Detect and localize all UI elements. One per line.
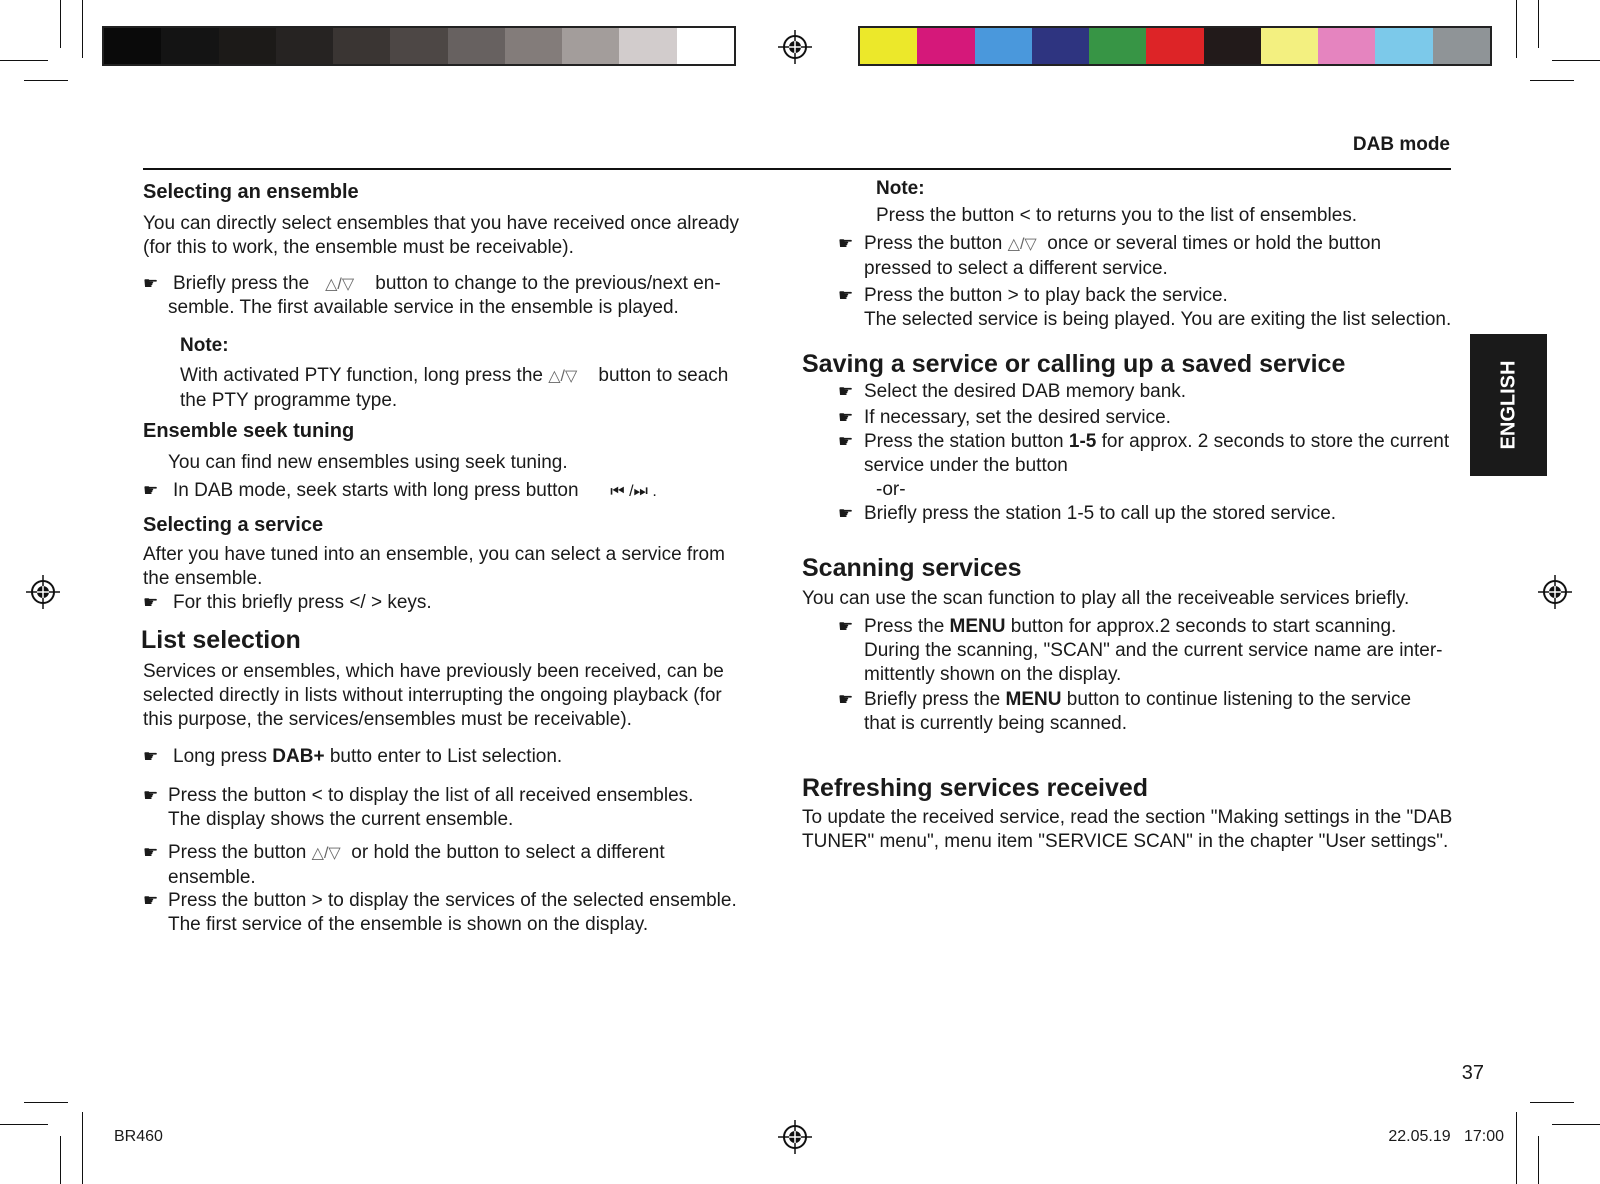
text-span: button for approx.2 seconds to start scanning. [1010, 616, 1397, 637]
text-line [864, 430, 1484, 454]
color-swatch [1375, 28, 1432, 64]
text-line: the ensemble. [143, 568, 263, 589]
color-swatch [1318, 28, 1375, 64]
key-name: DAB+ [272, 746, 325, 767]
pointing-hand-icon: ☛ [838, 432, 854, 451]
paragraph [143, 660, 783, 732]
pointing-hand-icon: ☛ [143, 747, 159, 766]
instruction-item [864, 232, 1464, 281]
text-line [168, 841, 788, 866]
text-span: Long press [173, 746, 268, 767]
color-swatch [219, 28, 276, 64]
text-line [864, 615, 1484, 639]
color-swatch [1089, 28, 1146, 64]
text-span: With activated PTY function, long press the [180, 365, 543, 386]
color-swatch [448, 28, 505, 64]
paragraph: You can use the scan function to play all the receiveable services briefly. [802, 588, 1410, 609]
pointing-hand-icon: ☛ [838, 504, 854, 523]
up-down-arrow-icon: △/▽ [311, 845, 341, 862]
color-swatch [390, 28, 447, 64]
grayscale-calibration-bar [102, 26, 736, 66]
pointing-hand-icon: ☛ [143, 843, 159, 862]
text-span: or hold the button to select a different [351, 842, 665, 863]
section-header: DAB mode [1352, 134, 1450, 155]
text-line [864, 232, 1464, 257]
text-line: After you have tuned into an ensemble, you can select a service from [143, 544, 725, 565]
text-line: Press the button < to display the list of all received ensembles. [168, 785, 694, 806]
skip-prev-next-icon: ⏮ /⏭ . [610, 483, 657, 500]
up-down-arrow-icon: △/▽ [325, 276, 355, 293]
text-line [180, 364, 780, 389]
text-line: selected directly in lists without interrupting the ongoing playback (for [143, 685, 722, 706]
pointing-hand-icon: ☛ [838, 382, 854, 401]
crop-mark [60, 1136, 61, 1184]
paragraph [143, 543, 763, 591]
crop-mark [0, 1124, 48, 1125]
crop-mark [1516, 1112, 1517, 1184]
crop-mark [1516, 0, 1517, 58]
registration-mark-icon [778, 1120, 812, 1154]
crop-mark [60, 0, 61, 48]
instruction-item: If necessary, set the desired service. [864, 407, 1171, 428]
text-span: In DAB mode, seek starts with long press button [173, 480, 579, 501]
color-swatch [1261, 28, 1318, 64]
instruction-item: Briefly press the station 1-5 to call up the stored service. [864, 503, 1337, 524]
color-swatch [276, 28, 333, 64]
color-swatch [677, 28, 734, 64]
text-span: for approx. 2 seconds to store the current [1101, 431, 1450, 452]
text-span: Press the [864, 616, 945, 637]
pointing-hand-icon: ☛ [143, 786, 159, 805]
color-swatch [333, 28, 390, 64]
heading-saving-service: Saving a service or calling up a saved service [802, 350, 1346, 378]
instruction-item: Select the desired DAB memory bank. [864, 381, 1187, 402]
text-span: Press the station button [864, 431, 1064, 452]
up-down-arrow-icon: △/▽ [548, 368, 578, 385]
color-swatch [1204, 28, 1261, 64]
registration-mark-icon [26, 575, 60, 609]
paragraph [143, 212, 763, 260]
note-label: Note: [180, 335, 229, 356]
crop-mark [24, 1102, 68, 1103]
text-line: You can find new ensembles using seek tuning. [168, 452, 568, 473]
paragraph [802, 806, 1482, 854]
crop-mark [1530, 80, 1574, 81]
color-swatch [505, 28, 562, 64]
note-text [180, 364, 780, 413]
instruction-item [864, 430, 1484, 502]
text-line: The display shows the current ensemble. [168, 809, 514, 830]
text-span: button to seach [598, 365, 729, 386]
crop-mark [1538, 0, 1539, 48]
instruction-item [173, 272, 773, 297]
instruction-item [168, 784, 788, 832]
crop-mark [1538, 1136, 1539, 1184]
key-name: MENU [1005, 689, 1062, 710]
instruction-item [864, 284, 1484, 332]
text-line: (for this to work, the ensemble must be receivable). [143, 237, 574, 258]
text-line: that is currently being scanned. [864, 713, 1127, 734]
crop-mark [1552, 60, 1600, 61]
color-swatch [1032, 28, 1089, 64]
note-label: Note: [876, 178, 925, 199]
text-line: The selected service is being played. You are exiting the list selection. [864, 309, 1452, 330]
text-line [864, 688, 1484, 712]
heading-list-selection: List selection [141, 626, 301, 654]
text-line: You can directly select ensembles that you have received once already [143, 213, 740, 234]
crop-mark [24, 80, 68, 81]
crop-mark [82, 0, 83, 58]
text-line: mittently shown on the display. [864, 664, 1122, 685]
text-span: once or several times or hold the button [1047, 233, 1382, 254]
instruction-item: For this briefly press </ > keys. [173, 592, 432, 613]
pointing-hand-icon: ☛ [143, 891, 159, 910]
pointing-hand-icon: ☛ [838, 408, 854, 427]
color-calibration-bar [858, 26, 1492, 66]
page-number: 37 [1461, 1062, 1484, 1084]
text-span: Briefly press the [173, 273, 310, 294]
color-swatch [1433, 28, 1490, 64]
language-tab-label: ENGLISH [1497, 360, 1519, 450]
text-line: -or- [876, 479, 906, 500]
text-line: Press the button > to display the services of the selected ensemble. [168, 890, 737, 911]
color-swatch [619, 28, 676, 64]
color-swatch [917, 28, 974, 64]
crop-mark [1530, 1102, 1574, 1103]
text-line: To update the received service, read the section "Making settings in the "DAB [802, 807, 1453, 828]
up-down-arrow-icon: △/▽ [1007, 236, 1037, 253]
pointing-hand-icon: ☛ [838, 690, 854, 709]
text-span: Briefly press the [864, 689, 1001, 710]
registration-mark-icon [778, 30, 812, 64]
instruction-item [173, 479, 773, 504]
color-swatch [562, 28, 619, 64]
text-line: pressed to select a different service. [864, 258, 1168, 279]
text-span: button to change to the previous/next en- [375, 273, 721, 294]
print-datetime: 22.05.19 17:00 [1388, 1128, 1504, 1145]
pointing-hand-icon: ☛ [143, 274, 159, 293]
pointing-hand-icon: ☛ [838, 617, 854, 636]
key-name: 1-5 [1068, 431, 1097, 452]
text-line: semble. The first available service in the ensemble is played. [168, 297, 679, 318]
instruction-item [864, 615, 1484, 687]
color-swatch [975, 28, 1032, 64]
pointing-hand-icon: ☛ [143, 481, 159, 500]
text-line: Services or ensembles, which have previously been received, can be [143, 661, 724, 682]
crop-mark [1552, 1124, 1600, 1125]
text-line: the PTY programme type. [180, 390, 398, 411]
instruction-item [168, 889, 788, 937]
pointing-hand-icon: ☛ [838, 234, 854, 253]
instruction-item [168, 841, 788, 890]
text-span: button to continue listening to the service [1066, 689, 1412, 710]
color-swatch [1146, 28, 1203, 64]
key-name: MENU [949, 616, 1006, 637]
heading-refreshing-services: Refreshing services received [802, 774, 1149, 802]
text-line: TUNER" menu", menu item "SERVICE SCAN" in the chapter "User settings". [802, 831, 1449, 852]
text-span: Press the button [168, 842, 307, 863]
heading-ensemble-seek: Ensemble seek tuning [143, 420, 355, 442]
heading-selecting-ensemble: Selecting an ensemble [143, 181, 359, 203]
text-line: this purpose, the services/ensembles must be receivable). [143, 709, 632, 730]
instruction-item [864, 688, 1484, 736]
text-line [173, 272, 773, 297]
text-line: service under the button [864, 455, 1068, 476]
model-code: BR460 [114, 1128, 163, 1145]
header-rule [143, 168, 1451, 170]
text-span: Press the button [864, 233, 1003, 254]
text-line: ensemble. [168, 867, 256, 888]
text-line: The first service of the ensemble is shown on the display. [168, 914, 649, 935]
color-swatch [104, 28, 161, 64]
text-line: Press the button > to play back the service. [864, 285, 1228, 306]
pointing-hand-icon: ☛ [838, 286, 854, 305]
heading-scanning-services: Scanning services [802, 554, 1022, 582]
registration-mark-icon [1538, 575, 1572, 609]
color-swatch [161, 28, 218, 64]
text-span: butto enter to List selection. [329, 746, 563, 767]
text-line: During the scanning, "SCAN" and the current service name are inter- [864, 640, 1443, 661]
instruction-item [173, 745, 562, 769]
crop-mark [82, 1112, 83, 1184]
note-text: Press the button < to returns you to the list of ensembles. [876, 205, 1358, 226]
pointing-hand-icon: ☛ [143, 593, 159, 612]
color-swatch [860, 28, 917, 64]
heading-selecting-service: Selecting a service [143, 514, 324, 536]
crop-mark [0, 60, 48, 61]
